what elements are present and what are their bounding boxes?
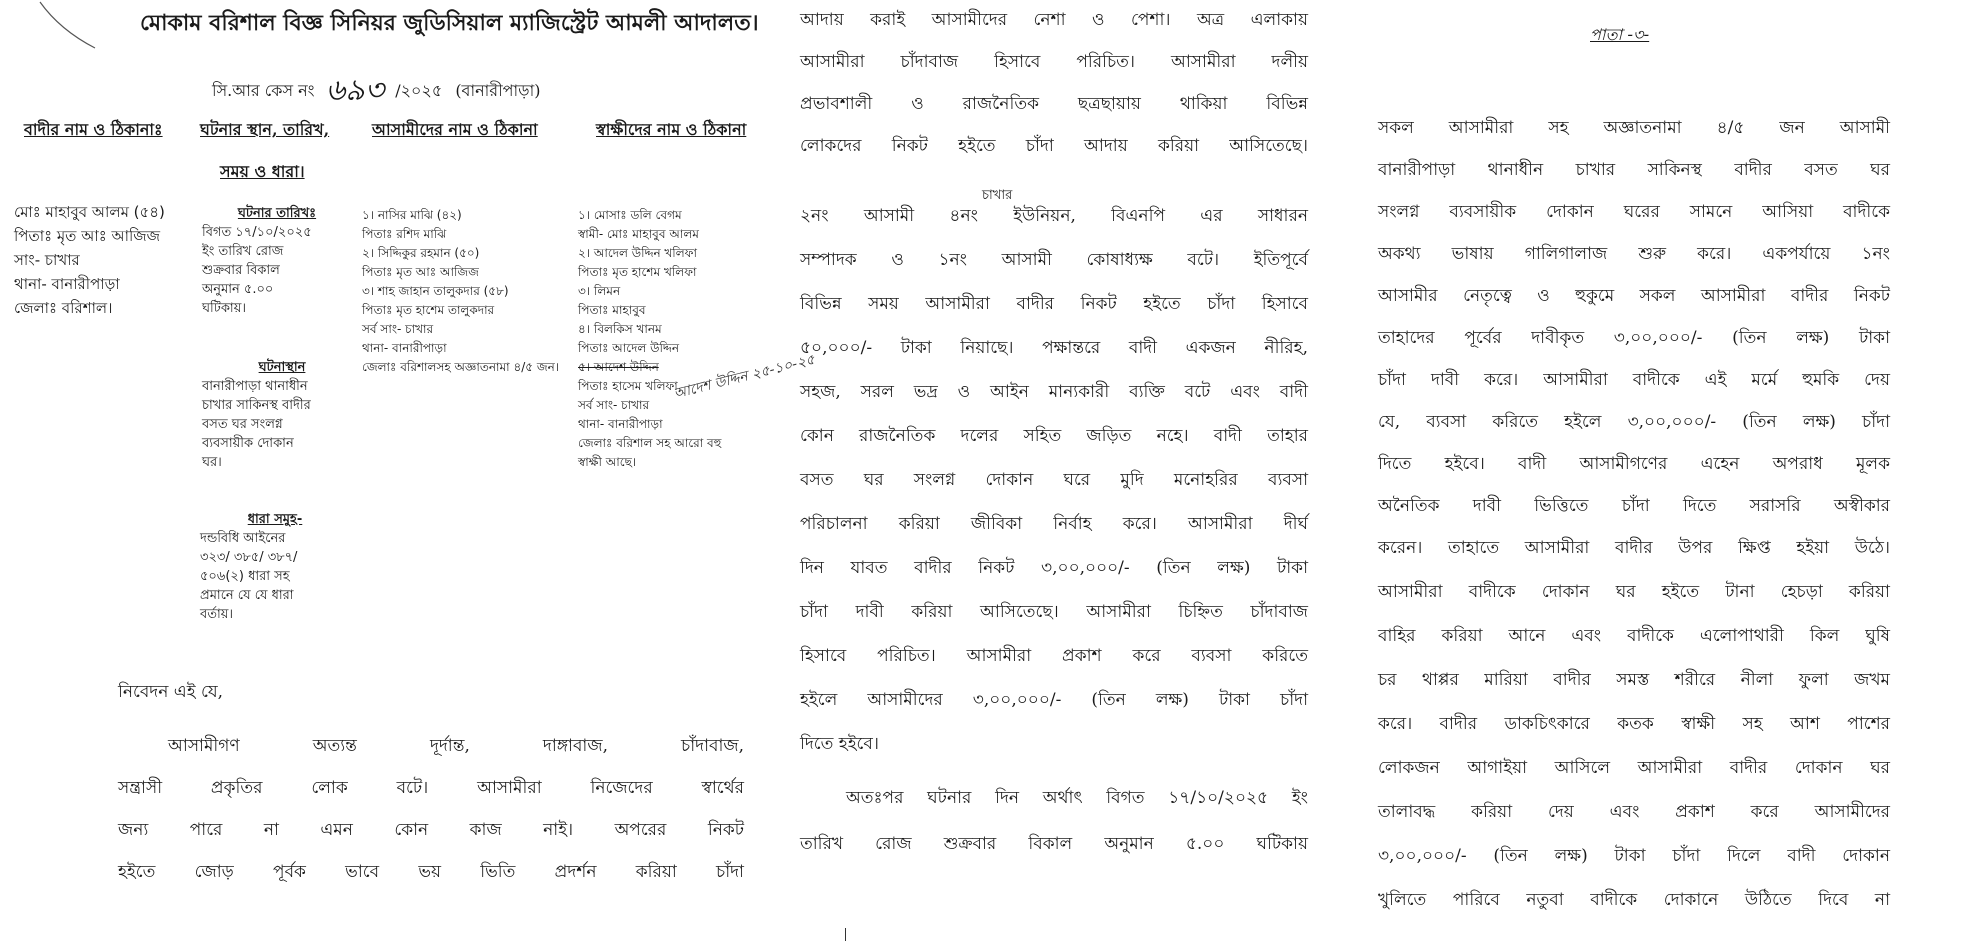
body-line: যে, ব্যবসা করিতে হইলে ৩,০০,০০০/- (তিন লক্ষ) চাঁদা [1378,412,1890,432]
witness-line: স্বাক্ষী আছে। [578,455,637,469]
margin-mark [845,928,846,941]
plaintiff-line: জেলাঃ বরিশাল। [14,299,113,317]
accused-line: জেলাঃ বরিশালসহ অজ্ঞাতনামা ৪/৫ জন। [362,360,560,374]
body-line: বসত ঘর সংলগ্ন দোকান ঘরে মুদি মনোহরির ব্যবসা [800,470,1308,490]
plaintiff-line: থানা- বানারীপাড়া [14,275,120,293]
body-line: হিসাবে পরিচিত। আসামীরা প্রকাশ করে ব্যবসা করিতে [800,646,1308,666]
body-line: বাহির করিয়া আনে এবং বাদীকে এলোপাথারী কিল ঘুষি [1378,626,1890,646]
body-line: দিতে হইবে। [800,734,879,754]
witness-line: সর্ব সাং- চাখার [578,398,650,412]
petition-intro: নিবেদন এই যে, [118,682,224,702]
body-line: জন্য পারে না এমন কোন কাজ নাই। অপরের নিকট [118,820,744,840]
body-line: অনৈতিক দাবী ভিত্তিতে চাঁদা দিতে সরাসরি অস্বীকার [1378,496,1890,516]
witness-line: পিতাঃ মৃত হাশেম খলিফা [578,265,697,279]
case-number-handwritten: ৬৯৩ [325,73,385,108]
accused-line: থানা- বানারীপাড়া [362,341,447,355]
body-line: চাঁদা দাবী করিয়া আসিতেছে। আসামীরা চিহ্নিত চাঁদাবাজ [800,602,1308,622]
case-year: /২০২৫ [395,81,443,100]
body-line: ৩,০০,০০০/- (তিন লক্ষ) টাকা চাঁদা দিলে বাদী দোকান [1378,846,1890,866]
sections-line: ৫০৬(২) ধারা সহ [200,569,290,584]
incident-place-block [202,358,362,472]
body-line: সন্ত্রাসী প্রকৃতির লোক বটে। আসামীরা নিজেদের স্বার্থের [118,778,744,798]
body-line: তালাবদ্ধ করিয়া দেয় এবং প্রকাশ করে আসামীদের [1378,802,1890,822]
plaintiff-details [14,200,165,320]
sections-block [200,510,350,624]
body-line: তাহাদের পূর্বের দাবীকৃত ৩,০০,০০০/- (তিন লক্ষ) টাকা [1378,328,1890,348]
body-line: করেন। তাহাতে আসামীরা বাদীর উপর ক্ষিপ্ত হইয়া উঠে। [1378,538,1890,558]
body-line: করে। বাদীর ডাকচিৎকারে কতক স্বাক্ষী সহ আশ পাশের [1378,714,1890,734]
plaintiff-header: বাদীর নাম ও ঠিকানাঃ [24,120,163,139]
incident-header-line2: সময় ও ধারা। [220,162,305,181]
handwritten-signature: আদেশ উদ্দিন ২৫-১০-২৫ [672,351,817,403]
body-line: ৫০,০০০/- টাকা নিয়াছে। পক্ষান্তরে বাদী একজন নীরিহ, [800,338,1308,358]
accused-line: পিতাঃ রশিদ মাঝি [362,227,447,241]
body-line: পরিচালনা করিয়া জীবিকা নির্বাহ করে। আসামীরা দীর্ঘ [800,514,1308,534]
incident-date-line: শুক্রবার বিকাল [202,263,280,278]
witness-line: থানা- বানারীপাড়া [578,417,663,431]
witness-header: স্বাক্ষীদের নাম ও ঠিকানা [596,120,747,139]
body-line: অকথ্য ভাষায় গালিগালাজ শুরু করে। একপর্যায়ে ১নং [1378,244,1890,264]
body-line: সংলগ্ন ব্যবসায়ীক দোকান ঘরের সামনে আসিয়া বাদীকে [1378,202,1890,222]
accused-header: আসামীদের নাম ও ঠিকানা [372,120,538,139]
body-line: হইতে জোড় পূর্বক ভাবে ভয় ভিতি প্রদর্শন করিয়া চাঁদা [118,862,744,882]
body-line: কোন রাজনৈতিক দলের সহিত জড়িত নহে। বাদী তাহার [800,426,1308,446]
accused-line: ২। সিদ্দিকুর রহমান (৫০) [362,246,480,260]
body-line: আসামীর নেতৃত্বে ও হুকুমে সকল আসামীরা বাদীর নিকট [1378,286,1890,306]
body-line: প্রভাবশালী ও রাজনৈতিক ছত্রছায়ায় থাকিয়া বিভিন্ন [800,94,1308,114]
body-line: দিতে হইবে। বাদী আসামীগণের এহেন অপরাধ মূলক [1378,454,1890,474]
witness-line: ২। আদেল উদ্দিন খলিফা [578,246,697,260]
accused-line: ১। নাসির মাঝি (৪২) [362,208,462,222]
body-line: ২নং আসামী ৪নং ইউনিয়ন, বিএনপি এর সাধারন [800,206,1308,226]
incident-place-line: বানারীপাড়া থানাধীন [202,379,308,394]
body-line: হইলে আসামীদের ৩,০০,০০০/- (তিন লক্ষ) টাকা চাঁদা [800,690,1308,710]
incident-place-line: বসত ঘর সংলগ্ন [202,417,283,432]
sections-line: প্রমানে যে যে ধারা [200,588,294,603]
incident-date-heading: ঘটনার তারিখঃ [237,206,317,221]
accused-line: পিতাঃ মৃত হাশেম তালুকদার [362,303,495,317]
body-line: আসামীরা চাঁদাবাজ হিসাবে পরিচিত। আসামীরা দলীয় [800,52,1308,72]
accused-line: পিতাঃ মৃত আঃ আজিজ [362,265,479,279]
witness-line: জেলাঃ বরিশাল সহ আরো বহু [578,436,722,450]
body-line: লোকদের নিকট হইতে চাঁদা আদায় করিয়া আসিতেছে। [800,136,1308,156]
body-line: সকল আসামীরা সহ অজ্ঞাতনামা ৪/৫ জন আসামী [1378,118,1890,138]
body-line: লোকজন আগাইয়া আসিলে আসামীরা বাদীর দোকান ঘর [1378,758,1890,778]
case-prefix: সি.আর কেস নং [212,81,315,100]
body-line: অতঃপর ঘটনার দিন অর্থাৎ বিগত ১৭/১০/২০২৫ ইং [846,788,1308,808]
witness-line: ৫। আদেশ উদ্দিন [578,360,659,374]
accused-line: ৩। শাহ জাহান তালুকদার (৫৮) [362,284,509,298]
incident-date-line: অনুমান ৫.০০ [202,282,274,297]
corner-scan-mark [0,0,100,60]
case-police-station: (বানারীপাড়া) [455,81,541,100]
witness-line: পিতাঃ হাসেম খলিফা [578,379,678,393]
witness-line: স্বামী- মোঃ মাহাবুব আলম [578,227,699,241]
body-line: দিন যাবত বাদীর নিকট ৩,০০,০০০/- (তিন লক্ষ) টাকা [800,558,1308,578]
sections-line: ৩২৩/ ৩৮৫/ ৩৮৭/ [200,550,298,565]
sections-line: দন্ডবিধি আইনের [200,531,286,546]
incident-header-line1: ঘটনার স্থান, তারিখ, [200,120,330,139]
witness-list [578,206,721,472]
body-line: খুলিতে পারিবে নতুবা বাদীকে দোকানে উঠিতে দিবে না [1378,890,1890,910]
court-title: মোকাম বরিশাল বিজ্ঞ সিনিয়র জুডিসিয়াল ম্যাজিস্ট্রেট আমলী আদালত। [140,10,759,36]
body-line: বানারীপাড়া থানাধীন চাখার সাকিনস্থ বাদীর বসত ঘর [1378,160,1890,180]
witness-line: ৪। বিলকিস খানম [578,322,662,336]
accused-line: সর্ব সাং- চাখার [362,322,434,336]
incident-place-line: ব্যবসায়ীক দোকান [202,436,294,451]
body-line: বিভিন্ন সময় আসামীরা বাদীর নিকট হইতে চাঁদা হিসাবে [800,294,1308,314]
sections-line: বর্তায়। [200,607,234,622]
sections-heading: ধারা সমুহ- [247,512,303,527]
body-line: আসামীরা বাদীকে দোকান ঘর হইতে টানা হেচড়া করিয়া [1378,582,1890,602]
witness-line: পিতাঃ মাহাবুব [578,303,646,317]
incident-date-block [202,204,352,318]
body-line: চর থাপ্পর মারিয়া বাদীর সমস্ত শরীরে নীলা ফুলা জখম [1378,670,1890,690]
incident-date-line: বিগত ১৭/১০/২০২৫ [202,225,312,240]
body-line: তারিখ রোজ শুক্রবার বিকাল অনুমান ৫.০০ ঘটিকায় [800,834,1308,854]
plaintiff-line: সাং- চাখার [14,251,80,269]
witness-line: ৩। লিমন [578,284,621,298]
body-line: সম্পাদক ও ১নং আসামী কোষাধ্যক্ষ বটে। ইতিপূর্বে [800,250,1308,270]
handwritten-insertion: চাখার [982,188,1013,203]
incident-place-heading: ঘটনাস্থান [258,360,306,375]
incident-place-line: চাখার সাকিনস্থ বাদীর [202,398,311,413]
body-line: আদায় করাই আসামীদের নেশা ও পেশা। অত্র এলাকায় [800,10,1308,30]
body-line: সহজ, সরল ভদ্র ও আইন মান্যকারী ব্যক্তি বটে এবং বাদী [800,382,1308,402]
body-line: চাঁদা দাবী করে। আসামীরা বাদীকে এই মর্মে হুমকি দেয় [1378,370,1890,390]
incident-place-line: ঘর। [202,455,222,470]
case-number-line [212,62,540,113]
incident-date-line: ঘটিকায়। [202,301,247,316]
body-line: আসামীগণ অত্যন্ত দূর্দান্ত, দাঙ্গাবাজ, চাঁদাবাজ, [168,736,744,756]
page-number: পাতা -৩- [1590,25,1650,44]
witness-line: পিতাঃ আদেল উদ্দিন [578,341,679,355]
plaintiff-line: পিতাঃ মৃত আঃ আজিজ [14,227,161,245]
plaintiff-line: মোঃ মাহাবুব আলম (৫৪) [14,203,165,221]
incident-date-line: ইং তারিখ রোজ [202,244,284,259]
witness-line: ১। মোসাঃ ডলি বেগম [578,208,682,222]
accused-list [362,206,559,377]
